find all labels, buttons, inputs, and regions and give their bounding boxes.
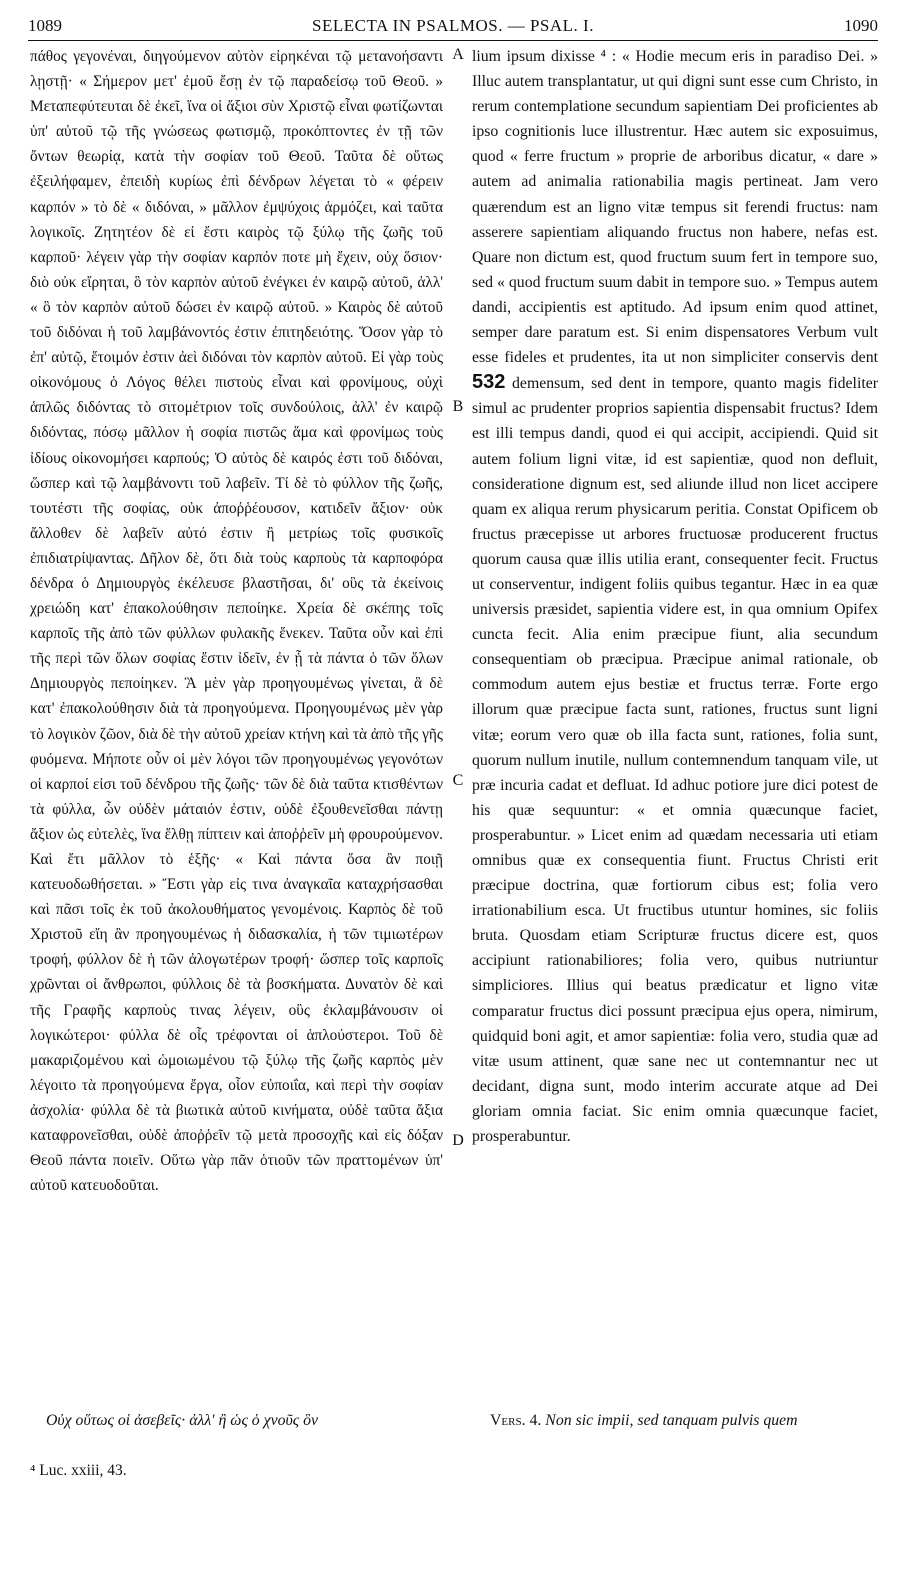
latin-text-part-1: lium ipsum dixisse ⁴ : « Hodie mecum eris in paradiso Dei. » Illuc autem transplantatur, ut qui digni sunt esse cum Christo, in rerum contemplatione secundum sapientiam Dei proficientes ab ipso cognitionis luce illustrentur. Hæc autem sic exposuimus, quod « ferre fructum » proprie de arboribus dicatur, « dare » autem ad animalia rationabilia magis pertineat. Jam vero quærendum est an ligno vitæ tempus sit ferendi fructus: nam asserere sapientiam aliquando fructus non habere, nefas est. Quare non dictum est, quod fructum suum fert in tempore suo, sed « quod fructum suum dabit in tempore suo. » Tempus autem dandi, accipientis est aptitudo. Ad ipsum enim quod attinet, semper dare paratum est. Si enim dispensatores Verbum vult esse fideles et prudentes, ita ut non simpliciter conservis dent	[472, 48, 878, 367]
footnote: ⁴ Luc. xxiii, 43.	[30, 1462, 127, 1479]
verse-latin-label: Vers. 4.	[490, 1412, 542, 1429]
verse-latin	[490, 1412, 880, 1430]
latin-text-part-2: demensum, sed dent in tempore, quanto magis fideliter simul ac prudenter proprios sapientia dispensabit fructus? Idem est illi tempus dandi, quod ei qui accipit, accipiendi. Quid sit autem folium ligni vitæ, id est sapientiæ, quod non defluit, consideratione dignum est, sed aliunde illud non licet accipere quam ex aliqua rerum physicarum peritia. Constat Opificem ob fructus præcepisse ut arbores fructuosæ producerent fructus quorum causa quæ illis utilia erant, consequenter fecit. Fructus ut conserventur, indigent foliis quibus tegantur. Hæc in ea quæ universis præsidet, sapientia videre est, in qua omnium Opifex cuncta fecit. Alia enim præcipue fiunt, alia secundum consequentiam ob præcipua. Præcipue animal rationale, ob commodum autem ejus bestiæ et fructus terræ. Forte ergo illorum quæ præcipue facta sunt, rationes, fructus sunt ligni vitæ; eorum vero quæ ob illa facta sunt, rationes, folia sunt, quorum nullum inutile, nullum contemnendum tanquam vile, ut præ incuria cadat et defluat. Id adhuc potiore jure dici potest de his quæ sequuntur: « et omnia quæcunque faciet, prosperabuntur. » Licet enim ad quædam necessaria uti etiam omnibus quæ ex consequentia fiunt. Fructus Christi erit præcipue doctrina, quæ fortiorum cibus est; folia vero irrationabilium esca. Ut fructibus utuntur homines, sic foliis bruta. Quosdam etiam Scripturæ fructus dicere est, quos accipiunt rationabiliores; folia vero, quibus nutriuntur simpliciores. Illius qui beatus prædicatur et ligno vitæ comparatur fructus dici possunt præcipua ejus opera, nimirum, quidquid boni agit, et amor sapientiæ: folia vero, studia quæ ad vitæ usum attinent, quæ sane nec ut contemnantur nec ut decidant, digna sunt, modo interim accurate atque ad Dei gloriam omnia faciat. Sic enim omnia quæcunque faciet, prosperabuntur.	[472, 375, 878, 1146]
greek-column	[30, 44, 443, 1198]
running-title: SELECTA IN PSALMOS. — PSAL. I.	[312, 16, 594, 35]
page-header	[28, 14, 878, 41]
margin-marker-c: C	[452, 772, 464, 789]
greek-text: πάθος γεγονέναι, διηγούμενον αὐτὸν εἰρηκέναι τῷ μετανοήσαντι λῃστῇ· « Σήμερον μετ' ἐμοῦ ἔσῃ ἐν τῷ παραδείσῳ τοῦ Θεοῦ. » Μεταπεφύτευται δὲ ἐκεῖ, ἵνα οἱ ἄξιοι σὺν Χριστῷ εἶναι φωτίζωνται ὑπ' αὐτοῦ τῷ τῆς γνώσεως φωτισμῷ, προκόπτοντες ἐν τῇ τῶν ὄντων θεωρίᾳ, κατὰ τὴν σοφίαν τοῦ Θεοῦ. Ταῦτα δὲ οὕτως ἐξειλήφαμεν, ἐπειδὴ κυρίως ἐπὶ δένδρων λέγεται τὸ « φέρειν καρπόν » τὸ δὲ « διδόναι, » μᾶλλον ἐμψύχοις ἁρμόζει, καὶ ταῦτα λογικοῖς. Ζητητέον δὲ εἰ ἔστι καιρὸς τῷ ξύλῳ τῆς ζωῆς τοῦ καρποῦ· λέγειν γὰρ τὴν σοφίαν καρπόν ποτε μὴ ἔχειν, οὐχ ὅσιον· διὸ οὐκ εἴρηται, ὃ τὸν καρπὸν αὐτοῦ ἐνέγκει ἐν καιρῷ αὐτοῦ, ἀλλ' « ὃ τὸν καρπὸν αὐτοῦ δώσει ἐν καιρῷ αὐτοῦ. » Καιρὸς δὲ αὐτοῦ τοῦ διδόναι ἡ τοῦ λαμβάνοντός ἐστιν ἐπιτηδειότης. Ὅσον γὰρ τὸ ἐπ' αὐτῷ, ἕτοιμόν ἐστιν ἀεὶ διδόναι τὸν καρπὸν αὐτοῦ. Εἰ γὰρ τοὺς οἰκονόμους ὁ Λόγος θέλει πιστοὺς εἶναι καὶ φρονίμους, οὐχὶ ἁπλῶς διδόντας τὸ σιτομέτριον τοῖς συνδούλοις, ἀλλ' ἐν καιρῷ διδόντας, πόσῳ μᾶλλον ἡ σοφία πιστῶς ἅμα καὶ φρονίμως τοὺς ἰδίους οἰκονομήσει καρπούς; Ὁ αὐτὸς δὲ καιρός ἐστι τοῦ διδόναι, ὥσπερ καὶ τῷ λαμβάνοντι τοῦ λαβεῖν. Τί δὲ τὸ φύλλον τῆς ζωῆς, τουτέστι τῆς σοφίας, οὐκ ἀποῤῥέουσον, κατιδεῖν ἄξιον· οὐκ ἄλλοθεν δὲ λαβεῖν αὐτό ἐστιν ἢ μετρίως τοῖς φυσικοῖς ἐπιδιατρίψαντας. Δῆλον δὲ, ὅτι διὰ τοὺς καρποὺς τὰ καρποφόρα δένδρα ὁ Δημιουργὸς ἐκέλευσε βλαστῆσαι, δι' οὓς τὰ ἐκείνοις χρειώδη κατ' ἐπακολούθησιν πεποίηκε. Χρεία δὲ σκέπης τοῖς καρποῖς τῆς ἀπὸ τῶν φύλλων φυλακῆς ἕνεκεν. Ταῦτα οὖν καὶ ἐπὶ τῆς περὶ τῶν ὅλων σοφίας ἔστιν ἰδεῖν, ἐν ᾗ τὰ πάντα ὁ τῶν ὅλων Δημιουργὸς πεποίηκεν. Ἃ μὲν γὰρ προηγουμένως γίνεται, ἃ δὲ κατ' ἐπακολούθησιν διὰ τὰ προηγούμενα. Προηγουμένως μὲν γὰρ τὸ λογικὸν ζῶον, διὰ δὲ τὴν αὐτοῦ χρείαν κτήνη καὶ τὰ ἀπὸ τῆς γῆς φυόμενα. Μήποτε οὖν οἱ μὲν λόγοι τῶν προηγουμένως γεγονότων οἱ καρποί εἰσι τοῦ δένδρου τῆς ζωῆς· τῶν δὲ διὰ ταῦτα κτισθέντων τὰ φύλλα, ὧν οὐδὲν μάταιόν ἐστιν, οὐδὲ ἐξουθενεῖσθαι πάντῃ ἄξιον ὡς εὐτελὲς, ἵνα ἔλθῃ πίπτειν καὶ ἀποῤῥεῖν μὴ φρουρούμενον. Καὶ ἔτι μᾶλλον τὸ ἑξῆς· « Καὶ πάντα ὅσα ἂν ποιῇ κατευοδωθήσεται. » Ἔστι γὰρ εἰς τινα ἀναγκαῖα καταχρήσασθαι καὶ πᾶσι τοῖς ἐκ τοῦ ἀκολουθήματος γενομένοις. Καρπὸς δὲ τοῦ Χριστοῦ εἴη ἂν προηγουμένως ἡ διδασκαλία, ἡ τῶν τιμιωτέρων τροφή, φύλλον δὲ ἡ τῶν ἀλογωτέρων τροφή· ὥσπερ τοῖς καρποῖς χρῶνται οἱ ἄνθρωποι, φύλλοις δὲ τὰ βοσκήματα. Δυνατὸν δὲ καὶ τῆς Γραφῆς καρποὺς τινας λέγειν, οὓς ἐκλαμβάνουσιν οἱ λογικώτεροι· φύλλα δὲ οἷς τρέφονται οἱ ἁπλούστεροι. Τοῦ δὲ μακαριζομένου καὶ ὡμοιωμένου τῷ ξύλῳ τῆς ζωῆς καρπὸς μὲν λέγοιτο τὰ προηγούμενα ἔργα, οἷον εὐποιΐα, καὶ περὶ τὴν σοφίαν ἀσχολία· φύλλα δὲ τὰ βιωτικὰ αὐτοῦ κινήματα, οὐδὲ ταῦτα ἄξια καταφρονεῖσθαι, οὐδὲ ἀποῤῥεῖν τῷ μετὰ προσοχῆς καὶ εἰς δόξαν Θεοῦ πάντα ποιεῖν. Οὕτω γὰρ πᾶν ὁτιοῦν τῶν πραττομένων ὑπ' αὐτοῦ κατευοδοῦται.	[30, 48, 443, 1195]
verse-latin-text: Non sic impii, sed tanquam pulvis quem	[545, 1412, 798, 1429]
margin-marker-d: D	[452, 1132, 464, 1149]
margin-marker-b: B	[452, 398, 464, 415]
verse-greek: Οὐχ οὕτως οἱ ἀσεβεῖς· ἀλλ' ἢ ὡς ὁ χνοῦς ὃν	[46, 1412, 319, 1429]
margin-marker-a: A	[452, 46, 464, 63]
latin-column	[472, 44, 878, 1149]
column-number-marker: 532	[472, 371, 506, 394]
right-column-number: 1090	[844, 16, 878, 35]
left-column-number: 1089	[28, 16, 62, 35]
latin-text	[472, 44, 878, 1149]
